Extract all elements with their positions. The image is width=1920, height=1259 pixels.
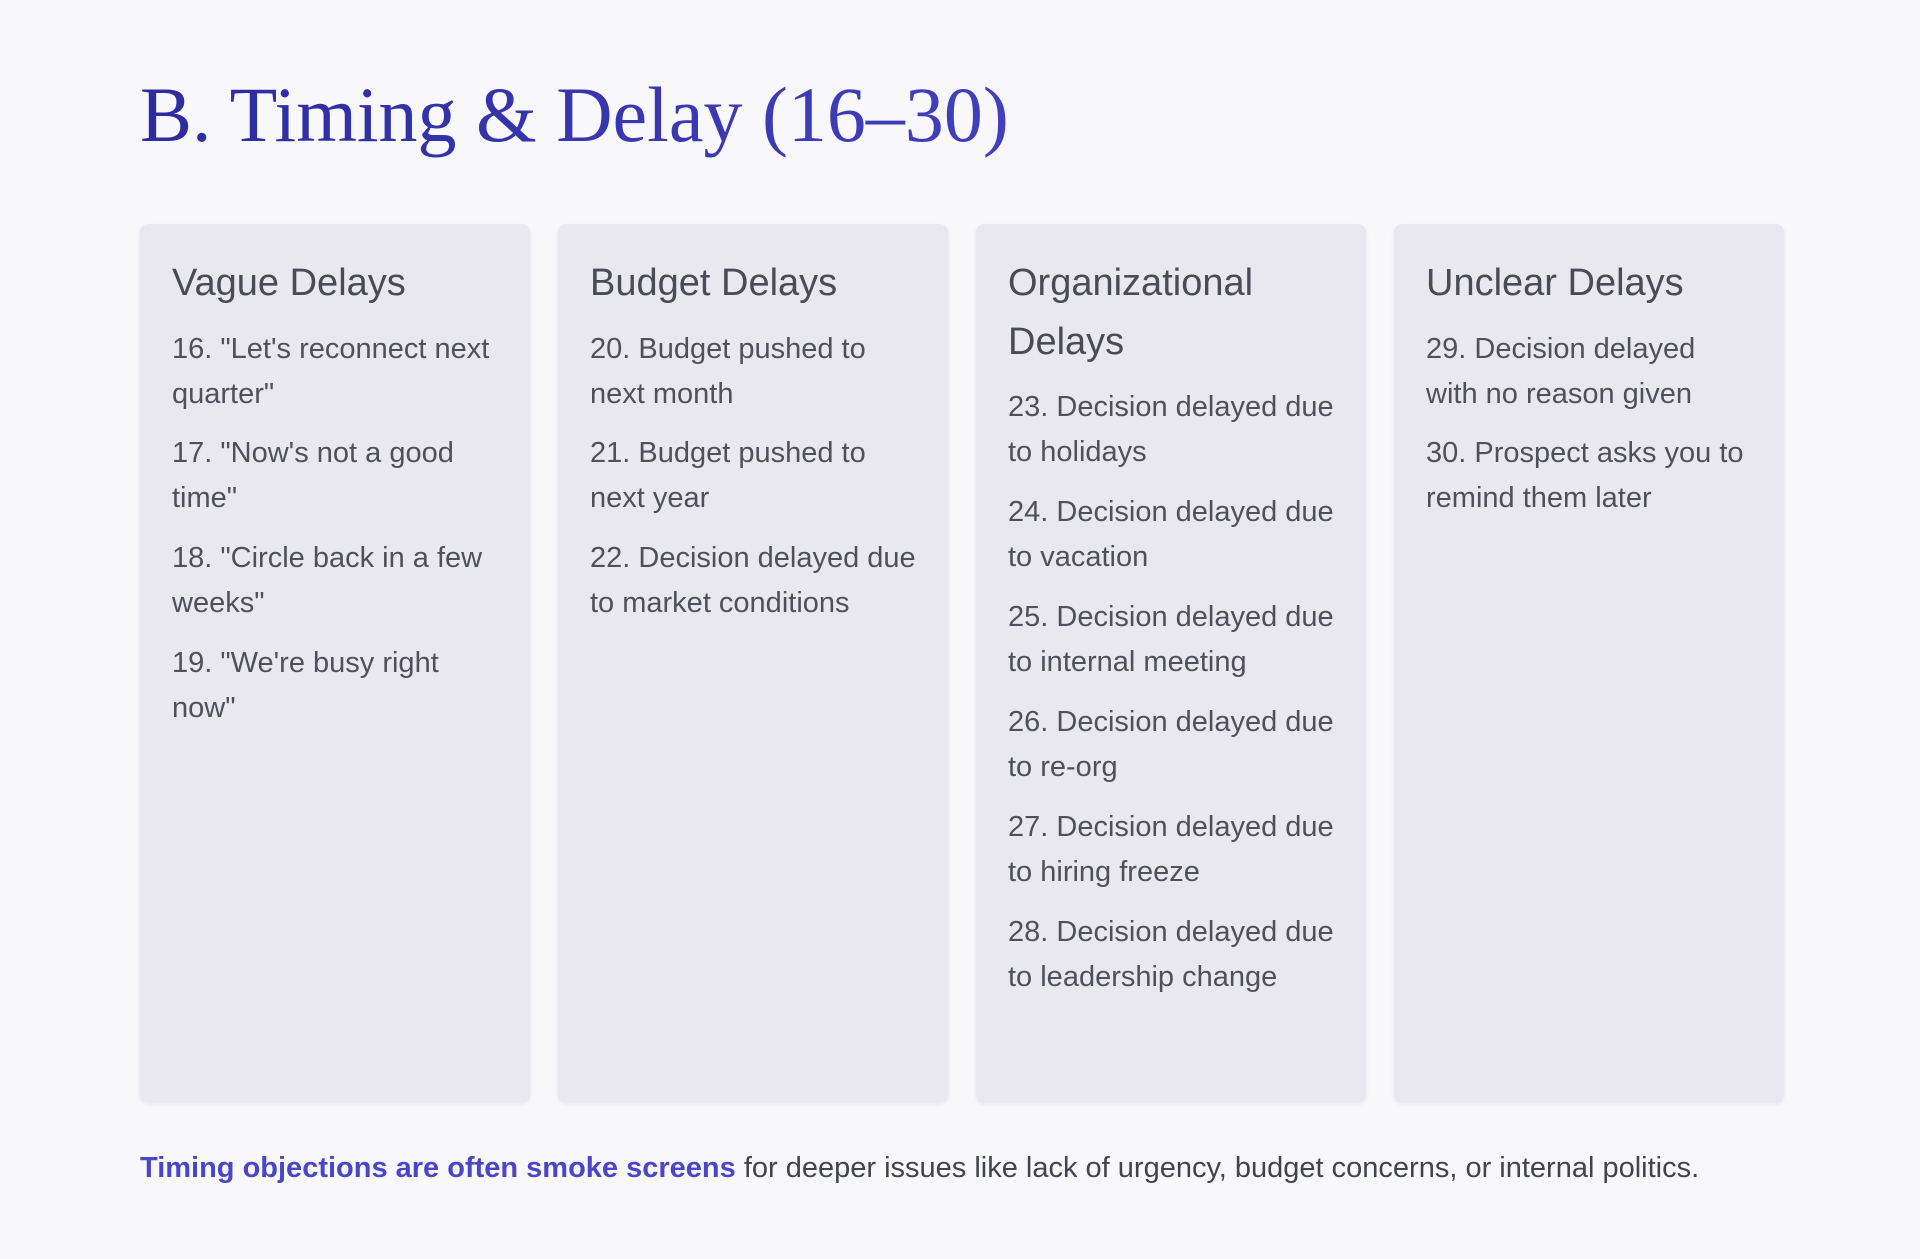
card-item: 24. Decision delayed due to vacation [1008, 496, 1334, 574]
card-item: 17. "Now's not a good time" [172, 437, 454, 515]
card-item: 16. "Let's reconnect next quarter" [172, 332, 490, 410]
category-card [140, 224, 530, 1102]
card-items [590, 327, 916, 627]
card-item: 20. Budget pushed to next month [590, 332, 866, 410]
card-heading: Budget Delays [590, 261, 838, 304]
card-heading: Organizational Delays [1008, 261, 1254, 363]
category-card [558, 224, 948, 1102]
card-items [172, 327, 498, 732]
card-item: 23. Decision delayed due to holidays [1008, 391, 1334, 469]
category-card [976, 224, 1366, 1102]
page-title: B. Timing & Delay (16–30) [140, 70, 1784, 160]
card-item: 26. Decision delayed due to re-org [1008, 706, 1334, 784]
card-item: 18. "Circle back in a few weeks" [172, 542, 483, 620]
card-item: 28. Decision delayed due to leadership change [1008, 915, 1334, 993]
card-item: 27. Decision delayed due to hiring freeze [1008, 810, 1334, 888]
card-item: 22. Decision delayed due to market conditions [590, 542, 916, 620]
footer-note-lead: Timing objections are often smoke screens [140, 1151, 736, 1184]
card-item: 19. "We're busy right now" [172, 647, 439, 725]
card-item: 29. Decision delayed with no reason given [1426, 332, 1696, 410]
card-item: 25. Decision delayed due to internal meeting [1008, 601, 1334, 679]
card-items [1008, 385, 1334, 999]
footer-note-rest: for deeper issues like lack of urgency, budget concerns, or internal politics. [735, 1151, 1700, 1184]
card-heading: Vague Delays [172, 261, 406, 304]
card-heading: Unclear Delays [1426, 261, 1684, 304]
card-item: 30. Prospect asks you to remind them later [1426, 437, 1744, 515]
cards-grid [140, 224, 1784, 1102]
category-card [1394, 224, 1784, 1102]
card-items [1426, 327, 1752, 522]
card-item: 21. Budget pushed to next year [590, 437, 866, 515]
footer-note [140, 1148, 1784, 1189]
